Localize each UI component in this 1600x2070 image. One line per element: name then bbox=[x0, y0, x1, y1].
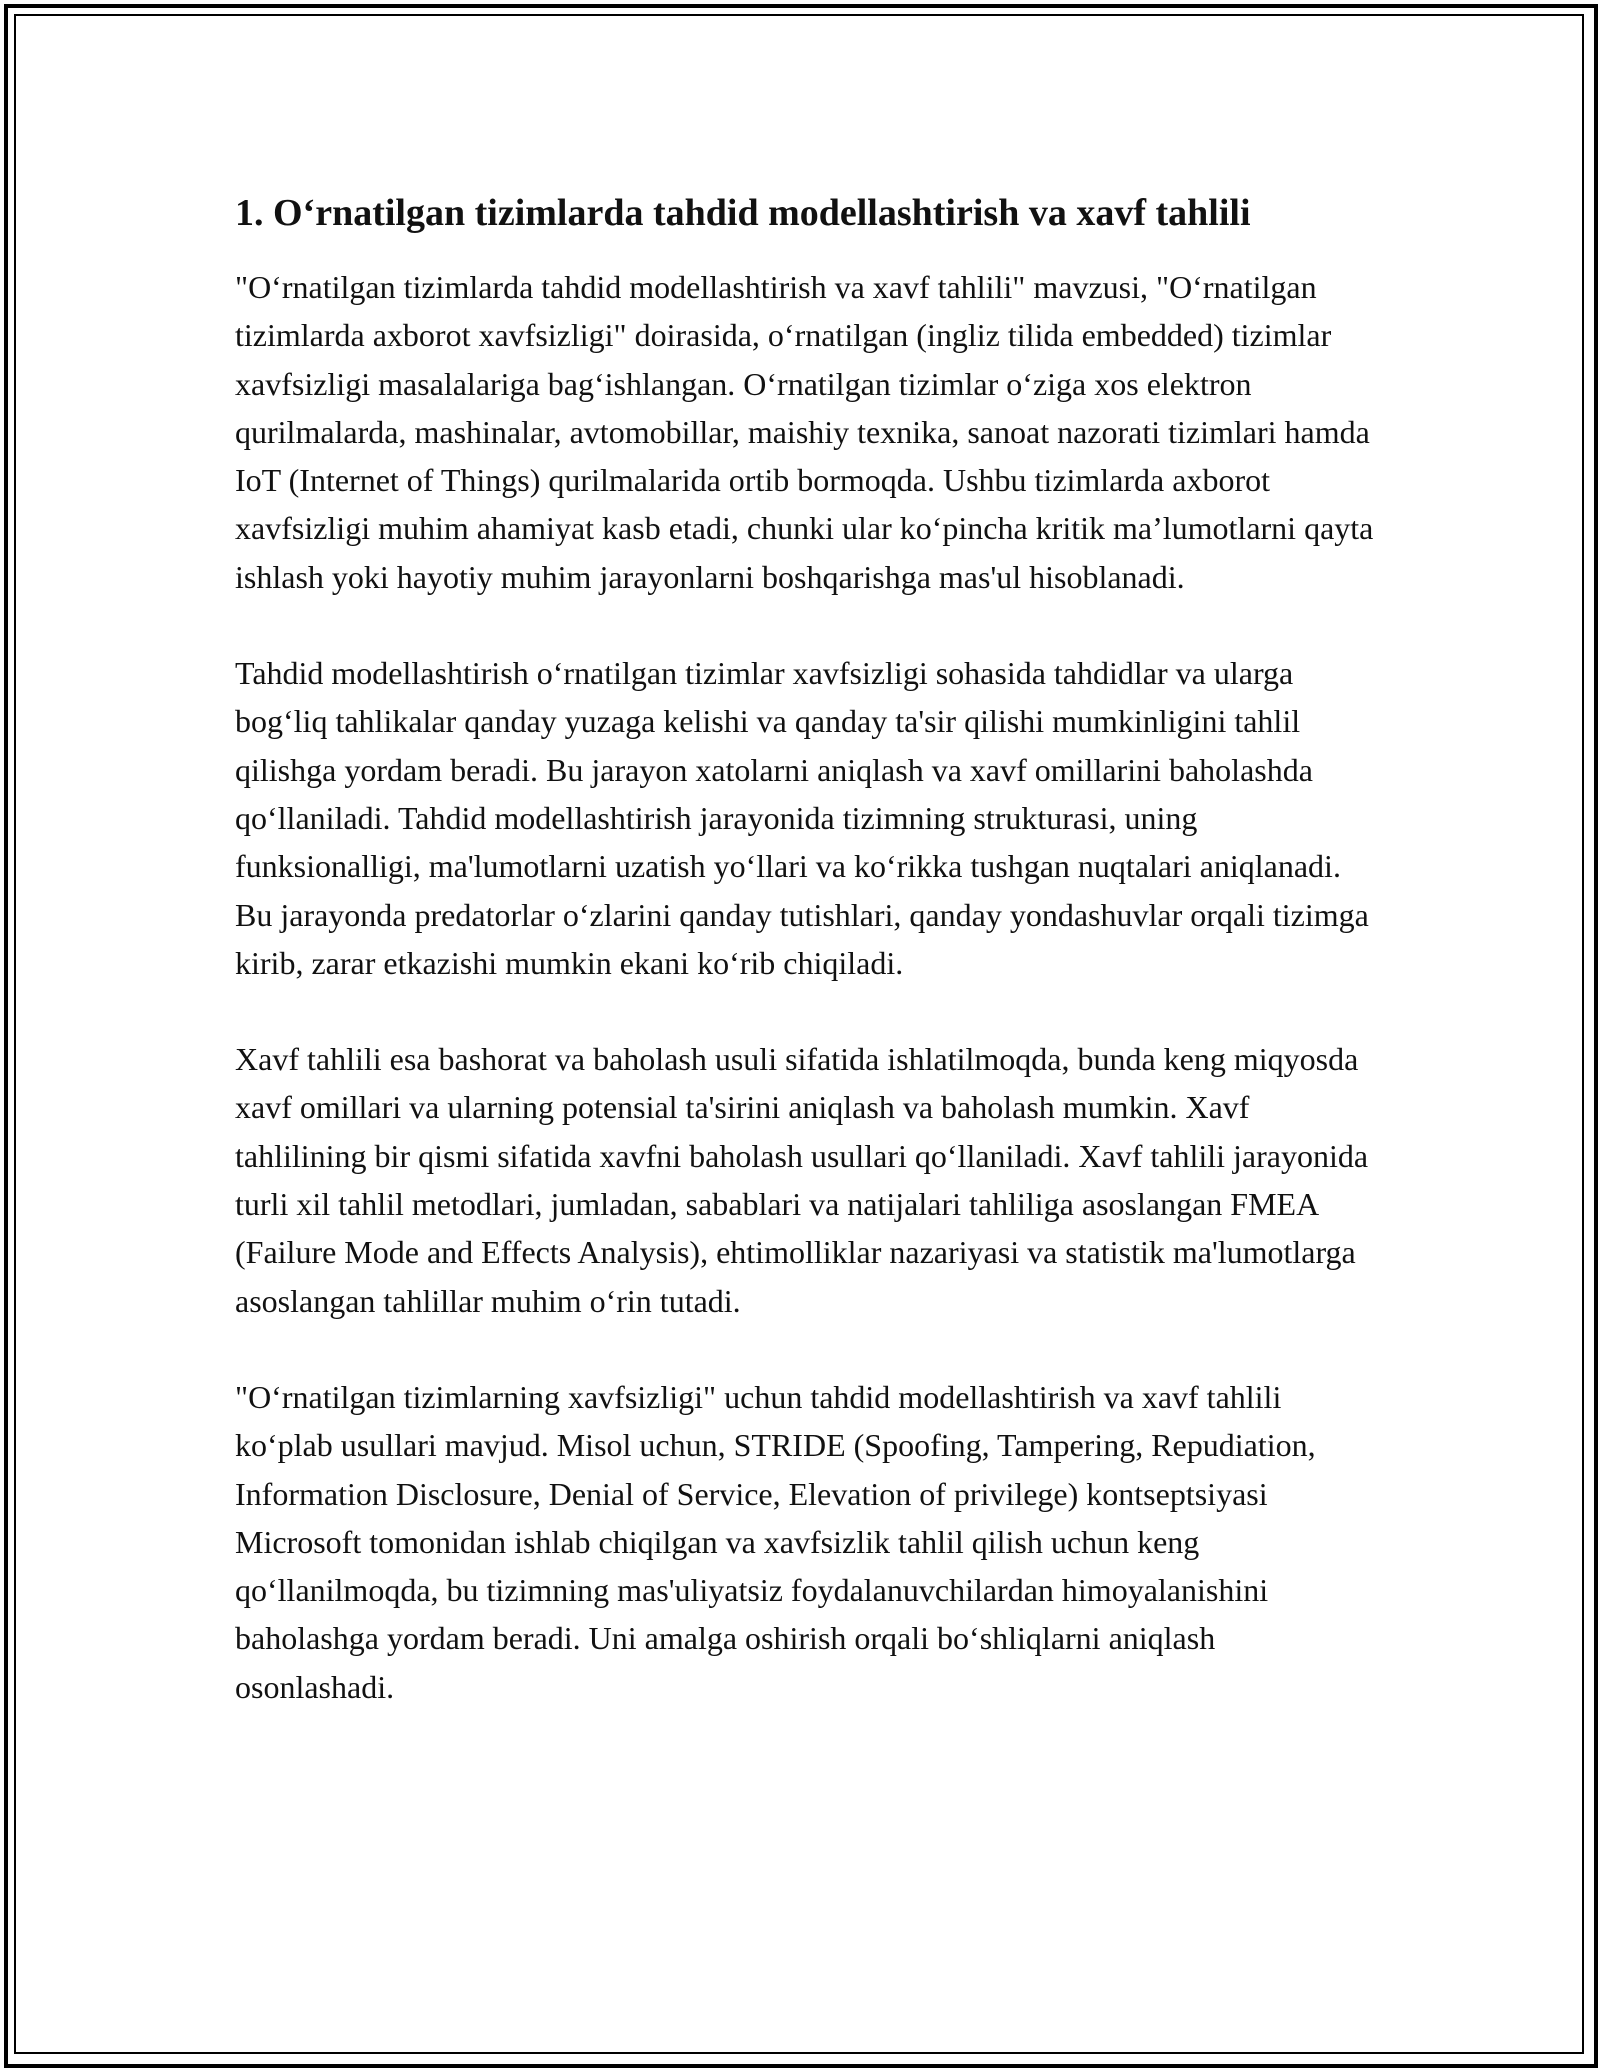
paragraph-stride: "O‘rnatilgan tizimlarning xavfsizligi" uchun tahdid modellashtirish va xavf tahlili ko‘plab usullari mavjud. Misol uchun, STRIDE (Spoofing, Tampering, Repudiation, Information Disclosure, Denial of Service, Elevation of privilege) kontseptsiyasi Microsoft tomonidan ishlab chiqilgan va xavfsizlik tahlil qilish uchun keng qo‘llanilmoqda, bu tizimning mas'uliyatsiz foydalanuvchilardan himoyalanishini baholashga yordam beradi. Uni amalga oshirish orqali bo‘shliqlarni aniqlash osonlashadi. bbox=[235, 1378, 1316, 1705]
paragraph-threat-modeling: Tahdid modellashtirish o‘rnatilgan tizimlar xavfsizligi sohasida tahdidlar va ularga bog‘liq tahlikalar qanday yuzaga kelishi va qanday ta'sir qilishi mumkinligini tahlil qilishga yordam beradi. Bu jarayon xatolarni aniqlash va xavf omillarini baholashda qo‘llaniladi. Tahdid modellashtirish jarayonida tizimning strukturasi, uning funksionalligi, ma'lumotlarni uzatish yo‘llari va ko‘rikka tushgan nuqtalari aniqlanadi. Bu jarayonda predatorlar o‘zlarini qanday tutishlari, qanday yondashuvlar orqali tizimga kirib, zarar etkazishi mumkin ekani ko‘rib chiqiladi. bbox=[235, 655, 1369, 981]
document-body bbox=[235, 185, 1375, 1711]
paragraph-risk-analysis: Xavf tahlili esa bashorat va baholash usuli sifatida ishlatilmoqda, bunda keng miqyosda xavf omillari va ularning potensial ta'sirini aniqlash va baholash mumkin. Xavf tahlilining bir qismi sifatida xavfni baholash usullari qo‘llaniladi. Xavf tahlili jarayonida turli xil tahlil metodlari, jumladan, sabablari va natijalari tahliliga asoslangan FMEA (Failure Mode and Effects Analysis), ehtimolliklar nazariyasi va statistik ma'lumotlarga asoslangan tahlillar muhim o‘rin tutadi. bbox=[235, 1041, 1369, 1319]
paragraph-intro: "O‘rnatilgan tizimlarda tahdid modellashtirish va xavf tahlili" mavzusi, "O‘rnatilgan tizimlarda axborot xavfsizligi" doirasida, o‘rnatilgan (ingliz tilida embedded) tizimlar xavfsizligi masalalariga bag‘ishlangan. O‘rnatilgan tizimlar o‘ziga xos elektron qurilmalarda, mashinalar, avtomobillar, maishiy texnika, sanoat nazorati tizimlari hamda IoT (Internet of Things) qurilmalarida ortib bormoqda. Ushbu tizimlarda axborot xavfsizligi muhim ahamiyat kasb etadi, chunki ular ko‘pincha kritik ma’lumotlarni qayta ishlash yoki hayotiy muhim jarayonlarni boshqarishga mas'ul hisoblanadi. bbox=[235, 269, 1374, 595]
section-heading: 1. O‘rnatilgan tizimlarda tahdid modellashtirish va xavf tahlili bbox=[235, 192, 1251, 234]
